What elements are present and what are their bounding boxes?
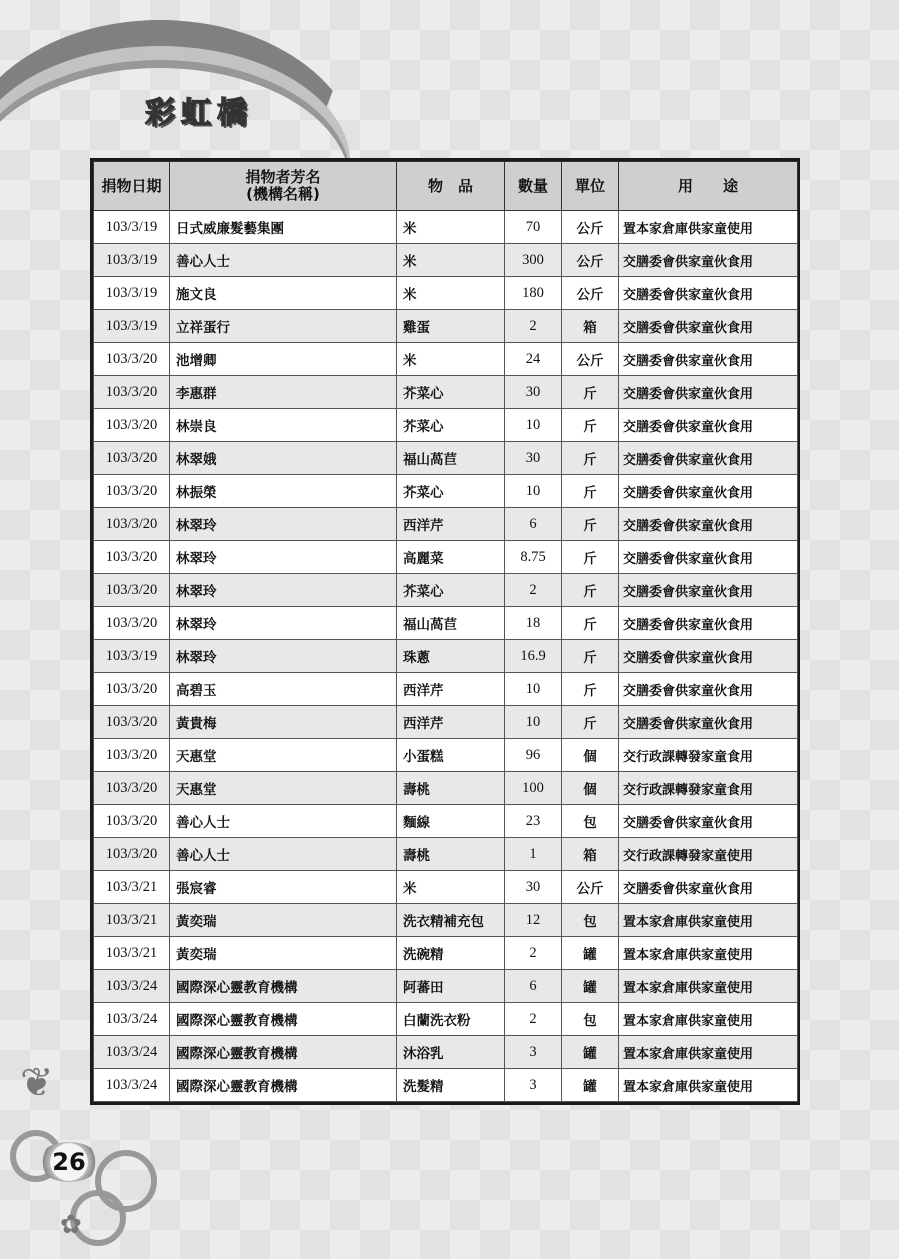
header-unit: 單位 bbox=[562, 162, 619, 211]
cell-donor: 林翠娥 bbox=[170, 442, 397, 475]
cell-donor: 林翠玲 bbox=[170, 640, 397, 673]
cell-use: 交膳委會供家童伙食用 bbox=[619, 376, 798, 409]
cell-unit: 公斤 bbox=[562, 277, 619, 310]
table-row bbox=[94, 970, 798, 1003]
cell-use: 置本家倉庫供家童使用 bbox=[619, 937, 798, 970]
cell-item: 西洋芹 bbox=[397, 673, 505, 706]
leaf-icon: ❦ bbox=[20, 1060, 54, 1106]
cell-use: 交膳委會供家童伙食用 bbox=[619, 310, 798, 343]
cell-qty: 24 bbox=[505, 343, 562, 376]
cell-item: 米 bbox=[397, 343, 505, 376]
cell-date: 103/3/19 bbox=[94, 640, 170, 673]
cell-date: 103/3/20 bbox=[94, 673, 170, 706]
cell-donor: 林翠玲 bbox=[170, 574, 397, 607]
cell-unit: 罐 bbox=[562, 937, 619, 970]
flower-icon: ✿ bbox=[60, 1210, 82, 1240]
cell-date: 103/3/20 bbox=[94, 475, 170, 508]
table-row bbox=[94, 442, 798, 475]
cell-use: 交膳委會供家童伙食用 bbox=[619, 508, 798, 541]
cell-item: 洗髮精 bbox=[397, 1069, 505, 1102]
table-row bbox=[94, 904, 798, 937]
cell-qty: 300 bbox=[505, 244, 562, 277]
table-body bbox=[94, 211, 798, 1102]
cell-item: 沐浴乳 bbox=[397, 1036, 505, 1069]
cell-qty: 30 bbox=[505, 871, 562, 904]
cell-use: 交膳委會供家童伙食用 bbox=[619, 541, 798, 574]
header-donor-line1: 捐物者芳名 bbox=[245, 168, 321, 186]
cell-donor: 池增卿 bbox=[170, 343, 397, 376]
cell-donor: 天惠堂 bbox=[170, 739, 397, 772]
cell-use: 交膳委會供家童伙食用 bbox=[619, 805, 798, 838]
cell-donor: 張宸睿 bbox=[170, 871, 397, 904]
cell-item: 麵線 bbox=[397, 805, 505, 838]
cell-qty: 3 bbox=[505, 1036, 562, 1069]
cell-date: 103/3/19 bbox=[94, 277, 170, 310]
cell-item: 高麗菜 bbox=[397, 541, 505, 574]
table-row bbox=[94, 739, 798, 772]
cell-date: 103/3/20 bbox=[94, 343, 170, 376]
table-row bbox=[94, 607, 798, 640]
cell-donor: 善心人士 bbox=[170, 838, 397, 871]
cell-date: 103/3/20 bbox=[94, 574, 170, 607]
table-row bbox=[94, 640, 798, 673]
table-row bbox=[94, 211, 798, 244]
cell-item: 福山萵苣 bbox=[397, 442, 505, 475]
table-row bbox=[94, 772, 798, 805]
table-row bbox=[94, 937, 798, 970]
cell-qty: 12 bbox=[505, 904, 562, 937]
cell-unit: 斤 bbox=[562, 541, 619, 574]
cell-unit: 包 bbox=[562, 1003, 619, 1036]
cell-unit: 公斤 bbox=[562, 871, 619, 904]
cell-date: 103/3/20 bbox=[94, 442, 170, 475]
cell-donor: 黃奕瑞 bbox=[170, 937, 397, 970]
cell-date: 103/3/20 bbox=[94, 706, 170, 739]
cell-donor: 林翠玲 bbox=[170, 607, 397, 640]
cell-donor: 國際深心靈教育機構 bbox=[170, 1003, 397, 1036]
cell-use: 交行政課轉發家童食用 bbox=[619, 772, 798, 805]
cell-use: 交膳委會供家童伙食用 bbox=[619, 442, 798, 475]
cell-qty: 18 bbox=[505, 607, 562, 640]
cell-date: 103/3/21 bbox=[94, 937, 170, 970]
cell-use: 置本家倉庫供家童使用 bbox=[619, 1069, 798, 1102]
table-row bbox=[94, 277, 798, 310]
cell-unit: 箱 bbox=[562, 838, 619, 871]
cell-qty: 10 bbox=[505, 409, 562, 442]
cell-use: 交膳委會供家童伙食用 bbox=[619, 574, 798, 607]
logo-title: 彩虹橋 bbox=[145, 96, 253, 131]
cell-qty: 16.9 bbox=[505, 640, 562, 673]
cell-date: 103/3/20 bbox=[94, 805, 170, 838]
cell-date: 103/3/20 bbox=[94, 376, 170, 409]
header-item: 物 品 bbox=[397, 162, 505, 211]
cell-date: 103/3/24 bbox=[94, 1069, 170, 1102]
table-row bbox=[94, 508, 798, 541]
cell-item: 芥菜心 bbox=[397, 475, 505, 508]
cell-qty: 10 bbox=[505, 706, 562, 739]
cell-unit: 斤 bbox=[562, 475, 619, 508]
table-row bbox=[94, 310, 798, 343]
table-row bbox=[94, 409, 798, 442]
cell-date: 103/3/21 bbox=[94, 904, 170, 937]
table-row bbox=[94, 574, 798, 607]
cell-unit: 斤 bbox=[562, 508, 619, 541]
table-row bbox=[94, 244, 798, 277]
cell-date: 103/3/20 bbox=[94, 508, 170, 541]
cell-unit: 公斤 bbox=[562, 343, 619, 376]
cell-item: 西洋芹 bbox=[397, 706, 505, 739]
cell-donor: 黃奕瑞 bbox=[170, 904, 397, 937]
cell-item: 阿蕃田 bbox=[397, 970, 505, 1003]
cell-qty: 2 bbox=[505, 937, 562, 970]
page-number: 26 bbox=[38, 1142, 100, 1182]
cell-item: 芥菜心 bbox=[397, 409, 505, 442]
table-row bbox=[94, 541, 798, 574]
cell-use: 置本家倉庫供家童使用 bbox=[619, 1036, 798, 1069]
cell-item: 壽桃 bbox=[397, 772, 505, 805]
cell-unit: 包 bbox=[562, 805, 619, 838]
cell-use: 交膳委會供家童伙食用 bbox=[619, 871, 798, 904]
cell-qty: 30 bbox=[505, 376, 562, 409]
cell-use: 置本家倉庫供家童使用 bbox=[619, 211, 798, 244]
header-donor-line2: (機構名稱) bbox=[246, 185, 320, 203]
table-row bbox=[94, 376, 798, 409]
cell-qty: 2 bbox=[505, 310, 562, 343]
cell-item: 洗碗精 bbox=[397, 937, 505, 970]
cell-item: 米 bbox=[397, 244, 505, 277]
cell-use: 交膳委會供家童伙食用 bbox=[619, 409, 798, 442]
cell-use: 置本家倉庫供家童使用 bbox=[619, 1003, 798, 1036]
table-row bbox=[94, 1003, 798, 1036]
cell-date: 103/3/20 bbox=[94, 838, 170, 871]
table-row bbox=[94, 838, 798, 871]
cell-use: 交膳委會供家童伙食用 bbox=[619, 244, 798, 277]
table-row bbox=[94, 706, 798, 739]
cell-item: 米 bbox=[397, 871, 505, 904]
cell-unit: 包 bbox=[562, 904, 619, 937]
cell-qty: 6 bbox=[505, 970, 562, 1003]
donation-table bbox=[93, 161, 798, 1102]
cell-unit: 箱 bbox=[562, 310, 619, 343]
cell-unit: 罐 bbox=[562, 970, 619, 1003]
cell-qty: 180 bbox=[505, 277, 562, 310]
table-row bbox=[94, 1036, 798, 1069]
cell-donor: 國際深心靈教育機構 bbox=[170, 1036, 397, 1069]
cell-unit: 斤 bbox=[562, 442, 619, 475]
cell-qty: 10 bbox=[505, 673, 562, 706]
cell-item: 雞蛋 bbox=[397, 310, 505, 343]
header-date: 捐物日期 bbox=[94, 162, 170, 211]
table-row bbox=[94, 343, 798, 376]
cell-use: 置本家倉庫供家童使用 bbox=[619, 904, 798, 937]
cell-unit: 斤 bbox=[562, 574, 619, 607]
cell-date: 103/3/24 bbox=[94, 1003, 170, 1036]
cell-use: 交膳委會供家童伙食用 bbox=[619, 475, 798, 508]
cell-item: 壽桃 bbox=[397, 838, 505, 871]
cell-item: 福山萵苣 bbox=[397, 607, 505, 640]
cell-qty: 1 bbox=[505, 838, 562, 871]
table-row bbox=[94, 871, 798, 904]
cell-donor: 日式威廉髮藝集團 bbox=[170, 211, 397, 244]
cell-date: 103/3/20 bbox=[94, 409, 170, 442]
cell-unit: 斤 bbox=[562, 673, 619, 706]
cell-unit: 斤 bbox=[562, 409, 619, 442]
cell-date: 103/3/19 bbox=[94, 211, 170, 244]
cell-qty: 8.75 bbox=[505, 541, 562, 574]
cell-item: 珠蔥 bbox=[397, 640, 505, 673]
cell-date: 103/3/20 bbox=[94, 772, 170, 805]
cell-item: 洗衣精補充包 bbox=[397, 904, 505, 937]
cell-qty: 2 bbox=[505, 574, 562, 607]
cell-item: 西洋芹 bbox=[397, 508, 505, 541]
cell-date: 103/3/24 bbox=[94, 970, 170, 1003]
cell-donor: 林振榮 bbox=[170, 475, 397, 508]
cell-unit: 公斤 bbox=[562, 244, 619, 277]
cell-donor: 天惠堂 bbox=[170, 772, 397, 805]
table-header-row bbox=[94, 162, 798, 211]
cell-use: 交行政課轉發家童食用 bbox=[619, 739, 798, 772]
cell-qty: 70 bbox=[505, 211, 562, 244]
cell-date: 103/3/24 bbox=[94, 1036, 170, 1069]
cell-donor: 國際深心靈教育機構 bbox=[170, 970, 397, 1003]
cell-donor: 善心人士 bbox=[170, 805, 397, 838]
table-row bbox=[94, 805, 798, 838]
header-qty: 數量 bbox=[505, 162, 562, 211]
cell-qty: 30 bbox=[505, 442, 562, 475]
cell-item: 米 bbox=[397, 211, 505, 244]
cell-date: 103/3/21 bbox=[94, 871, 170, 904]
cell-item: 白蘭洗衣粉 bbox=[397, 1003, 505, 1036]
cell-use: 交膳委會供家童伙食用 bbox=[619, 706, 798, 739]
cell-donor: 高碧玉 bbox=[170, 673, 397, 706]
cell-unit: 個 bbox=[562, 772, 619, 805]
cell-date: 103/3/20 bbox=[94, 739, 170, 772]
cell-donor: 林翠玲 bbox=[170, 541, 397, 574]
cell-use: 交膳委會供家童伙食用 bbox=[619, 607, 798, 640]
cell-unit: 罐 bbox=[562, 1069, 619, 1102]
cell-donor: 林翠玲 bbox=[170, 508, 397, 541]
cell-unit: 罐 bbox=[562, 1036, 619, 1069]
cell-date: 103/3/19 bbox=[94, 310, 170, 343]
cell-donor: 立祥蛋行 bbox=[170, 310, 397, 343]
cell-date: 103/3/19 bbox=[94, 244, 170, 277]
cell-qty: 6 bbox=[505, 508, 562, 541]
cell-qty: 2 bbox=[505, 1003, 562, 1036]
cell-qty: 100 bbox=[505, 772, 562, 805]
cell-item: 小蛋糕 bbox=[397, 739, 505, 772]
cell-qty: 23 bbox=[505, 805, 562, 838]
cell-donor: 國際深心靈教育機構 bbox=[170, 1069, 397, 1102]
cell-unit: 斤 bbox=[562, 607, 619, 640]
header-use: 用 途 bbox=[619, 162, 798, 211]
cell-unit: 公斤 bbox=[562, 211, 619, 244]
donation-table-container bbox=[90, 158, 800, 1105]
cell-qty: 96 bbox=[505, 739, 562, 772]
cell-donor: 林崇良 bbox=[170, 409, 397, 442]
cell-use: 交膳委會供家童伙食用 bbox=[619, 343, 798, 376]
cell-qty: 10 bbox=[505, 475, 562, 508]
cell-unit: 斤 bbox=[562, 376, 619, 409]
cell-date: 103/3/20 bbox=[94, 541, 170, 574]
cell-unit: 斤 bbox=[562, 640, 619, 673]
cell-qty: 3 bbox=[505, 1069, 562, 1102]
cell-donor: 黃貴梅 bbox=[170, 706, 397, 739]
header-donor bbox=[170, 162, 397, 211]
table-row bbox=[94, 673, 798, 706]
cell-donor: 施文良 bbox=[170, 277, 397, 310]
table-row bbox=[94, 475, 798, 508]
cell-item: 米 bbox=[397, 277, 505, 310]
cell-donor: 李惠群 bbox=[170, 376, 397, 409]
cell-use: 交膳委會供家童伙食用 bbox=[619, 673, 798, 706]
table-row bbox=[94, 1069, 798, 1102]
cell-item: 芥菜心 bbox=[397, 376, 505, 409]
cell-unit: 個 bbox=[562, 739, 619, 772]
cell-use: 交膳委會供家童伙食用 bbox=[619, 640, 798, 673]
cell-use: 置本家倉庫供家童使用 bbox=[619, 970, 798, 1003]
cell-donor: 善心人士 bbox=[170, 244, 397, 277]
cell-date: 103/3/20 bbox=[94, 607, 170, 640]
cell-use: 交行政課轉發家童使用 bbox=[619, 838, 798, 871]
cell-unit: 斤 bbox=[562, 706, 619, 739]
cell-item: 芥菜心 bbox=[397, 574, 505, 607]
cell-use: 交膳委會供家童伙食用 bbox=[619, 277, 798, 310]
